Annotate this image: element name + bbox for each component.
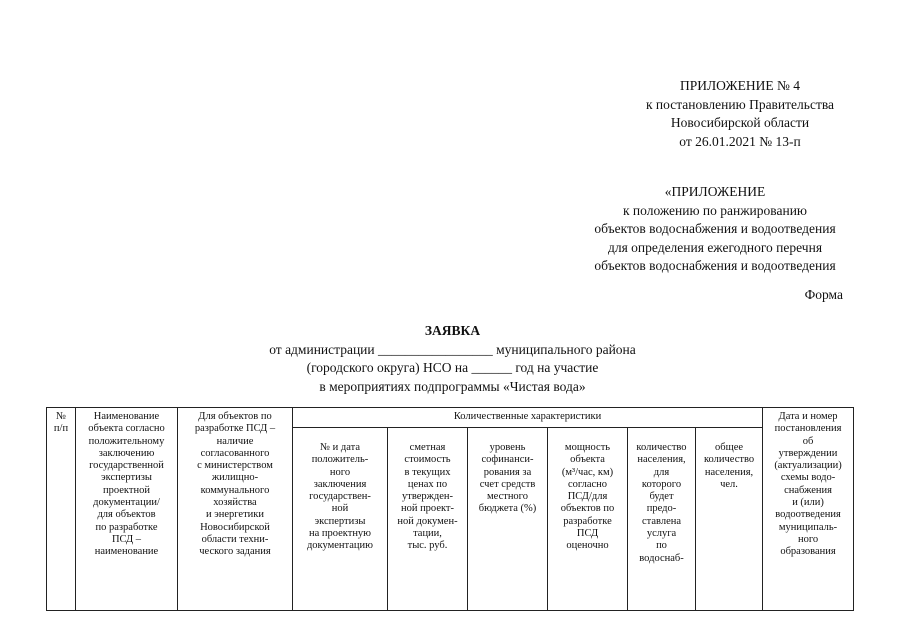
- header-cell-line: образования: [780, 546, 836, 558]
- header-cell-line: заключению: [98, 447, 155, 459]
- header-cell-line: муниципаль-: [778, 521, 838, 533]
- header-cell-line: стоимость: [404, 454, 451, 466]
- header-line: Новосибирской области: [670, 115, 810, 130]
- header-cell-line: местного: [487, 491, 528, 503]
- header-cell-line: счет средств: [479, 478, 536, 490]
- header-cell-estimated-cost: [388, 428, 468, 611]
- annex-header: [540, 183, 890, 276]
- annex-line: объектов водоснабжения и водоотведения: [594, 258, 836, 273]
- header-cell-line: для: [653, 466, 670, 478]
- header-cell-line: утвержден-: [401, 491, 454, 503]
- header-cell-line: положитель-: [311, 454, 369, 466]
- header-cell-population-served: [628, 428, 696, 611]
- header-cell-line: жилищно-: [211, 472, 259, 484]
- header-cell-line: экспертизы: [101, 472, 152, 484]
- header-cell-line: Для объектов по: [198, 411, 272, 422]
- header-cell-line: тации,: [413, 528, 442, 540]
- header-cell-line: ной проект-: [400, 503, 455, 515]
- application-title: [180, 322, 725, 396]
- header-cell-line: согласованного: [200, 447, 270, 459]
- header-cell-line: наименование: [94, 546, 159, 558]
- header-cell-line: разработке ПСД –: [194, 423, 276, 435]
- header-cell-line: рования за: [483, 466, 532, 478]
- header-cell-line: объекта: [570, 454, 605, 466]
- header-cell-line: уровень: [489, 442, 526, 453]
- header-cell-line: п/п: [53, 423, 69, 435]
- header-cell-line: объектов по: [560, 503, 615, 515]
- table-header-row: [47, 408, 854, 428]
- header-cell-capacity: [548, 428, 628, 611]
- header-cell-line: мощность: [564, 442, 611, 453]
- header-cell-line: предо-: [646, 503, 677, 515]
- header-cell-line: утверждении: [778, 447, 838, 459]
- header-cell-line: постановления: [774, 423, 842, 435]
- header-cell-line: разработке: [563, 515, 612, 527]
- header-cell-line: и (или): [792, 497, 824, 509]
- header-cell-line: снабжения: [784, 484, 832, 496]
- title-line: от администрации _________________ муниципального района: [269, 341, 636, 357]
- header-cell-line: коммунального: [200, 484, 270, 496]
- header-cell-line: количество: [703, 454, 755, 466]
- header-cell-expertise: [293, 428, 388, 611]
- header-cell-line: ного: [797, 533, 819, 545]
- header-cell-technical-task: [178, 408, 293, 611]
- header-cell-line: общее: [715, 442, 744, 453]
- header-cell-line: согласно: [567, 478, 608, 490]
- header-cell-line: заключения: [313, 478, 367, 490]
- header-cell-line: ческого задания: [199, 546, 271, 558]
- header-cell-line: на проектную: [308, 528, 372, 540]
- header-cell-line: ПСД: [576, 528, 599, 540]
- header-cell-line: №: [55, 411, 67, 422]
- header-cell-line: наличие: [216, 435, 254, 447]
- header-cell-line: бюджета (%): [478, 503, 537, 515]
- header-cell-object-name: [76, 408, 178, 611]
- header-cell-line: проектной: [103, 484, 150, 496]
- header-cell-line: будет: [649, 491, 674, 503]
- header-cell-line: водоотведения: [775, 509, 841, 521]
- header-line: к постановлению Правительства: [645, 96, 835, 112]
- header-cell-line: (м³/час, км): [561, 466, 614, 478]
- header-cell-line: и энергетики: [205, 509, 265, 521]
- header-cell-line: экспертизы: [314, 515, 366, 527]
- header-cell-line: оценочно: [566, 540, 609, 552]
- header-cell-line: ного: [329, 466, 351, 478]
- header-cell-line: области техни-: [201, 533, 269, 545]
- header-cell-line: количество: [636, 442, 687, 453]
- header-cell-line: № и дата: [320, 442, 360, 453]
- header-cell-quantitative-group: Количественные характеристики: [293, 408, 763, 428]
- header-cell-line: по разработке: [95, 521, 158, 533]
- header-cell-line: государствен-: [309, 491, 371, 503]
- header-cell-line: схемы водо-: [780, 472, 836, 484]
- approval-header: [590, 77, 890, 151]
- header-cell-line: с министерством: [197, 460, 273, 472]
- application-table: [46, 407, 854, 611]
- header-cell-line: софинанси-: [481, 454, 534, 466]
- header-cell-line: Дата и номер: [778, 411, 838, 422]
- header-cell-line: по: [656, 540, 667, 552]
- header-cell-line: ценах по: [407, 478, 448, 490]
- header-cell-line: населения,: [637, 454, 686, 466]
- header-cell-line: ной: [331, 503, 349, 515]
- header-cell-line: населения,: [704, 466, 754, 478]
- form-label: Форма: [804, 287, 843, 302]
- header-cell-line: (актуализации): [774, 460, 842, 472]
- header-cell-line: Наименование: [93, 411, 160, 422]
- header-cell-line: которого: [641, 478, 682, 490]
- title-heading: ЗАЯВКА: [424, 323, 481, 338]
- title-line: в мероприятиях подпрограммы «Чистая вода»: [319, 378, 586, 394]
- annex-line: «ПРИЛОЖЕНИЕ: [664, 184, 766, 199]
- header-cell-line: ставлена: [641, 515, 682, 527]
- header-cell-line: услуга: [646, 528, 677, 540]
- header-cell-line: тыс. руб.: [407, 540, 448, 552]
- header-cell-line: хозяйства: [213, 497, 257, 509]
- header-line: ПРИЛОЖЕНИЕ № 4: [679, 78, 801, 93]
- header-cell-line: об: [802, 435, 814, 447]
- header-cell-population-total: [696, 428, 763, 611]
- annex-line: для определения ежегодного перечня: [607, 239, 823, 255]
- header-cell-line: чел.: [720, 478, 738, 490]
- annex-line: к положению по ранжированию: [622, 202, 808, 218]
- header-cell-line: объекта согласно: [88, 423, 165, 435]
- header-cell-line: для объектов: [97, 509, 156, 521]
- header-cell-line: государственной: [89, 460, 164, 472]
- header-cell-line: Новосибирской: [200, 521, 270, 533]
- header-cell-line: документации/: [93, 497, 160, 509]
- header-cell-line: положительному: [88, 435, 165, 447]
- header-cell-line: водоснаб-: [639, 552, 684, 564]
- annex-line: объектов водоснабжения и водоотведения: [594, 221, 836, 236]
- header-cell-cofinancing: [468, 428, 548, 611]
- header-cell-line: ной докумен-: [397, 515, 458, 527]
- header-line: от 26.01.2021 № 13-п: [679, 133, 801, 149]
- header-cell-line: сметная: [409, 442, 446, 453]
- header-cell-line: документацию: [306, 540, 374, 552]
- title-line: (городского округа) НСО на ______ год на участие: [306, 360, 599, 375]
- header-cell-resolution-date: [763, 408, 854, 611]
- header-cell-line: ПСД –: [111, 533, 142, 545]
- header-cell-line: в текущих: [404, 466, 451, 478]
- header-cell-line: ПСД/для: [567, 491, 608, 503]
- header-cell-number: [47, 408, 76, 611]
